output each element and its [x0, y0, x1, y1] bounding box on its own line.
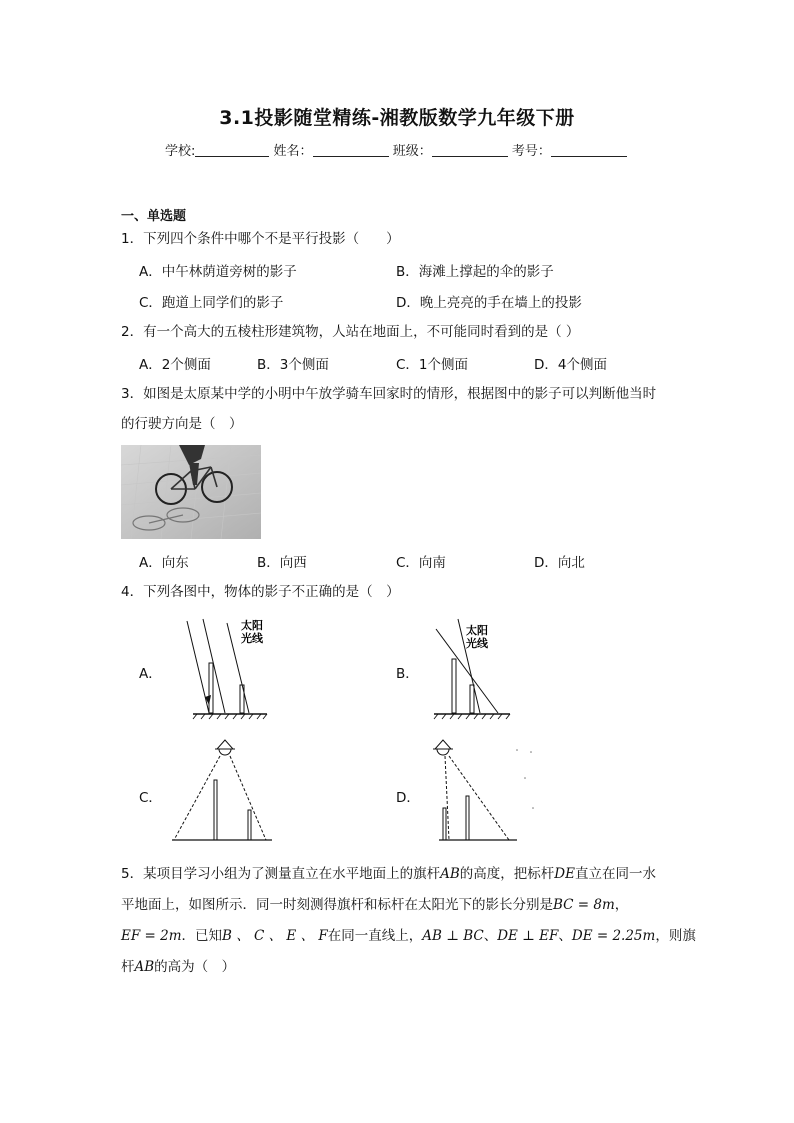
q3-stem-line1: 3．如图是太原某中学的小明中午放学骑车回家时的情形，根据图中的影子可以判断他当时: [121, 386, 657, 402]
q5-sep-1: 、: [483, 928, 498, 944]
q1-option-a: A．中午林荫道旁树的影子: [139, 264, 297, 280]
q2-stem: 2．有一个高大的五棱柱形建筑物，人站在地面上，不可能同时看到的是（ ）: [121, 324, 580, 340]
q4-stem: 4．下列各图中，物体的影子不正确的是（ ）: [121, 584, 400, 600]
section-heading: 一、单选题: [121, 209, 187, 224]
name-blank: [313, 144, 389, 157]
q2-option-a: A．2个侧面: [139, 357, 211, 373]
q5-line4: [121, 957, 235, 977]
q5-ab: AB: [440, 866, 460, 882]
q4b-sun-label-1: 太阳: [466, 624, 488, 637]
q4-figure-c: [168, 738, 278, 848]
q1-option-c: C．跑道上同学们的影子: [139, 295, 284, 311]
exam-no-blank: [551, 144, 627, 157]
class-label: 班级：: [392, 144, 432, 159]
q3-stem-line2: 的行驶方向是（ ）: [121, 416, 243, 432]
q4a-sun-label-1: 太阳: [241, 619, 263, 632]
q5-de-eq: DE = 2.25m: [571, 928, 656, 944]
q5-line1: [121, 864, 656, 884]
q3-option-a: A．向东: [139, 555, 189, 571]
q5-line3-text-a: ．已知: [181, 928, 223, 944]
q5-line2-text: 平地面上，如图所示．同一时刻测得旗杆和标杆在太阳光下的影长分别是: [121, 897, 553, 913]
q5-line3-text-b: 在同一直线上，: [327, 928, 423, 944]
q5-perp-de-ef: DE ⊥ EF: [497, 928, 559, 944]
q2-option-c: C．1个侧面: [396, 357, 469, 373]
q1-option-b: B．海滩上撑起的伞的影子: [396, 264, 554, 280]
q5-de: DE: [554, 866, 575, 882]
q5-line1-text-c: 直立在同一水: [574, 866, 656, 882]
q3-option-b: B．向西: [257, 555, 307, 571]
q3-option-c: C．向南: [396, 555, 446, 571]
q2-option-d: D．4个侧面: [534, 357, 607, 373]
student-info-line: [165, 140, 627, 159]
q4-option-d-label: D．: [396, 790, 420, 806]
q2-option-b: B．3个侧面: [257, 357, 329, 373]
class-blank: [432, 144, 508, 157]
page-title: 3.1投影随堂精练-湘教版数学九年级下册: [219, 107, 575, 129]
q5-sep-2: 、: [558, 928, 572, 944]
q5-ef-eq: EF = 2m: [121, 928, 182, 944]
school-label: 学校:: [165, 144, 196, 159]
q4-option-a-label: A．: [139, 666, 162, 682]
q5-line1-text-b: 的高度，把标杆: [459, 866, 555, 882]
q1-option-d: D．晚上亮亮的手在墙上的投影: [396, 295, 582, 311]
cyclist-photo: [121, 445, 261, 539]
q4-option-c-label: C．: [139, 790, 162, 806]
q5-ab-2: AB: [134, 959, 155, 975]
q1-stem: 1．下列四个条件中哪个不是平行投影（ ）: [121, 231, 400, 247]
q5-line2-comma: ，: [614, 897, 629, 913]
q5-bc-eq: BC = 8m: [553, 897, 615, 913]
q4a-sun-label-2: 光线: [241, 632, 263, 645]
q5-line1-text-a: 5．某项目学习小组为了测量直立在水平地面上的旗杆: [121, 866, 441, 882]
q5-points: B 、 C 、 E 、 F: [222, 928, 328, 944]
q4-figure-d: [425, 738, 535, 848]
q5-perp-ab-bc: AB ⊥ BC: [422, 928, 484, 944]
q4-figure-a: [185, 615, 275, 720]
q5-line3-text-c: ，则旗: [655, 928, 696, 944]
q3-option-d: D．向北: [534, 555, 585, 571]
q5-line4-text-b: 的高为（ ）: [154, 959, 236, 975]
school-blank: [195, 144, 269, 157]
q5-line4-text-a: 杆: [121, 959, 135, 975]
q4-option-b-label: B．: [396, 666, 419, 682]
name-label: 姓名：: [273, 144, 313, 159]
q4b-sun-label-2: 光线: [466, 637, 488, 650]
q5-line3: [121, 926, 696, 946]
q4-figure-b: [430, 615, 520, 720]
q5-line2: [121, 895, 628, 915]
exam-no-label: 考号：: [511, 144, 551, 159]
